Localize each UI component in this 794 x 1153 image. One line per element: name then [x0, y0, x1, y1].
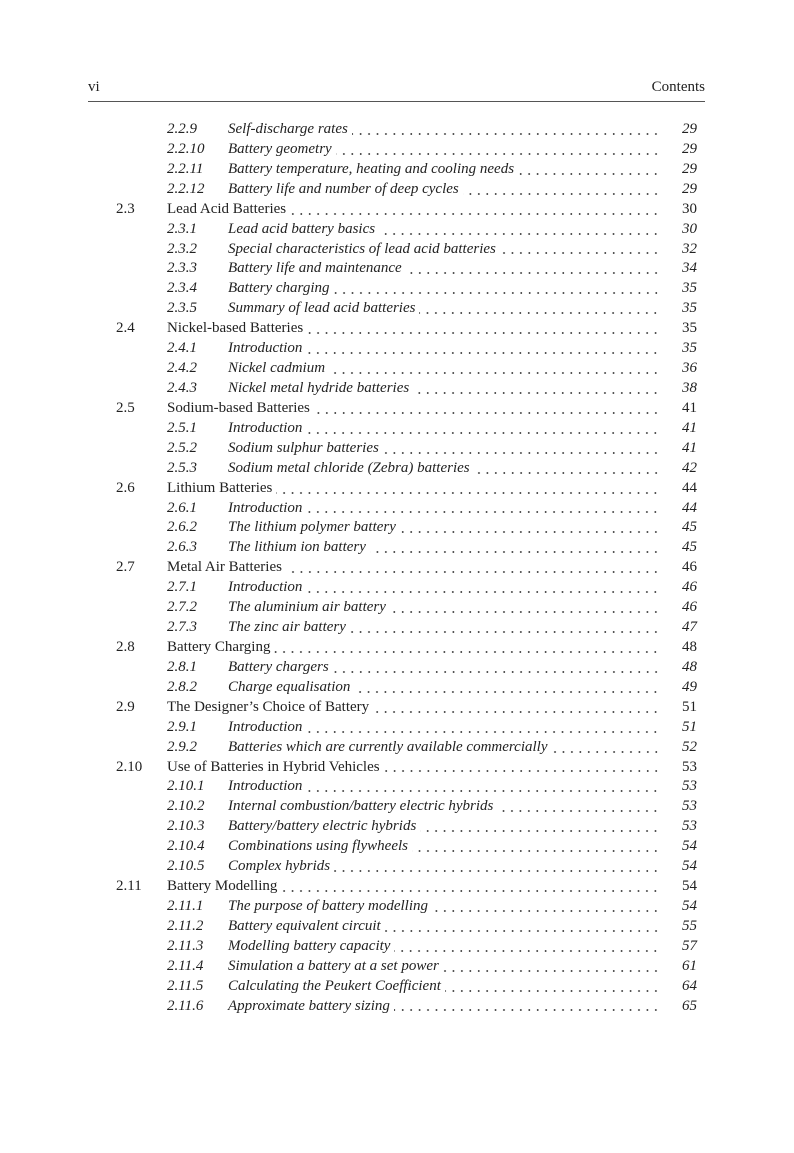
- entry-page: 36: [682, 360, 697, 377]
- entry-page: 32: [682, 240, 697, 257]
- entry-number: 2.2.11: [167, 160, 204, 177]
- entry-title: The lithium ion battery: [228, 538, 370, 558]
- entry-number: 2.4.1: [167, 340, 197, 357]
- dot-leader: [306, 578, 660, 598]
- entry-page: 42: [682, 459, 697, 476]
- dot-leader: [334, 857, 660, 877]
- entry-title: The purpose of battery modelling: [228, 897, 432, 917]
- toc-subsection-entry[interactable]: [0, 518, 794, 538]
- entry-title: Summary of lead acid batteries: [228, 299, 419, 319]
- dot-leader: [306, 499, 660, 519]
- entry-title: Approximate battery sizing: [228, 997, 394, 1017]
- dot-leader: [370, 538, 660, 558]
- dot-leader: [306, 419, 660, 439]
- entry-title: Sodium-based Batteries: [167, 399, 314, 419]
- entry-page: 54: [682, 878, 697, 895]
- toc-subsection-entry[interactable]: [0, 837, 794, 857]
- entry-title: Introduction: [228, 718, 306, 738]
- entry-number: 2.4.2: [167, 360, 197, 377]
- entry-number: 2.9: [116, 698, 135, 715]
- toc-subsection-entry[interactable]: [0, 797, 794, 817]
- entry-number: 2.6.3: [167, 539, 197, 556]
- running-title: Contents: [651, 79, 705, 95]
- entry-number: 2.7.3: [167, 619, 197, 636]
- entry-title: Battery life and maintenance: [228, 259, 406, 279]
- entry-page: 51: [682, 698, 697, 715]
- entry-number: 2.11.6: [167, 997, 204, 1014]
- entry-page: 47: [682, 619, 697, 636]
- dot-leader: [276, 479, 660, 499]
- entry-number: 2.10: [116, 758, 143, 775]
- entry-number: 2.11.5: [167, 977, 204, 994]
- entry-page: 53: [682, 798, 697, 815]
- entry-page: 45: [682, 519, 697, 536]
- toc-section-entry[interactable]: [0, 638, 794, 658]
- entry-number: 2.4: [116, 320, 135, 337]
- entry-number: 2.7.1: [167, 579, 197, 596]
- entry-page: 51: [682, 718, 697, 735]
- dot-leader: [552, 738, 661, 758]
- dot-leader: [306, 777, 660, 797]
- entry-number: 2.11.1: [167, 897, 204, 914]
- entry-title: The zinc air battery: [228, 618, 350, 638]
- toc-subsection-entry[interactable]: [0, 817, 794, 837]
- toc-subsection-entry[interactable]: [0, 917, 794, 937]
- toc-section-entry[interactable]: [0, 758, 794, 778]
- toc-section-entry[interactable]: [0, 399, 794, 419]
- entry-page: 52: [682, 738, 697, 755]
- dot-leader: [432, 897, 660, 917]
- entry-page: 35: [682, 280, 697, 297]
- toc-subsection-entry[interactable]: [0, 180, 794, 200]
- entry-number: 2.2.12: [167, 180, 205, 197]
- entry-number: 2.5: [116, 399, 135, 416]
- entry-title: Battery temperature, heating and cooling needs: [228, 160, 518, 180]
- entry-number: 2.2.9: [167, 121, 197, 137]
- toc-subsection-entry[interactable]: [0, 220, 794, 240]
- entry-title: Batteries which are currently available commercially: [228, 738, 552, 758]
- entry-page: 53: [682, 818, 697, 835]
- dot-leader: [384, 758, 660, 778]
- entry-page: 29: [682, 180, 697, 197]
- entry-number: 2.9.1: [167, 718, 197, 735]
- dot-leader: [333, 658, 660, 678]
- toc-section-entry[interactable]: [0, 558, 794, 578]
- entry-number: 2.11.2: [167, 917, 204, 934]
- table-of-contents: [0, 120, 794, 1016]
- entry-page: 61: [682, 957, 697, 974]
- toc-subsection-entry[interactable]: [0, 120, 794, 140]
- entry-title: Self-discharge rates: [228, 120, 352, 140]
- toc-subsection-entry[interactable]: [0, 897, 794, 917]
- toc-section-entry[interactable]: [0, 877, 794, 897]
- dot-leader: [412, 837, 660, 857]
- entry-title: Battery geometry: [228, 140, 336, 160]
- entry-number: 2.6.1: [167, 499, 197, 516]
- entry-title: Introduction: [228, 419, 306, 439]
- dot-leader: [329, 359, 660, 379]
- dot-leader: [373, 698, 660, 718]
- toc-subsection-entry[interactable]: [0, 339, 794, 359]
- dot-leader: [420, 817, 660, 837]
- entry-number: 2.10.4: [167, 838, 205, 855]
- toc-subsection-entry[interactable]: [0, 738, 794, 758]
- entry-title: Introduction: [228, 499, 306, 519]
- toc-subsection-entry[interactable]: [0, 439, 794, 459]
- entry-page: 35: [682, 340, 697, 357]
- toc-subsection-entry[interactable]: [0, 279, 794, 299]
- dot-leader: [419, 299, 660, 319]
- entry-title: Introduction: [228, 777, 306, 797]
- entry-page: 54: [682, 858, 697, 875]
- entry-page: 53: [682, 778, 697, 795]
- toc-section-entry[interactable]: [0, 479, 794, 499]
- toc-subsection-entry[interactable]: [0, 937, 794, 957]
- entry-title: Special characteristics of lead acid batteries: [228, 240, 500, 260]
- toc-subsection-entry[interactable]: [0, 140, 794, 160]
- dot-leader: [474, 459, 660, 479]
- toc-subsection-entry[interactable]: [0, 359, 794, 379]
- dot-leader: [413, 379, 660, 399]
- entry-number: 2.3: [116, 200, 135, 217]
- entry-page: 65: [682, 997, 697, 1014]
- dot-leader: [463, 180, 660, 200]
- entry-title: The lithium polymer battery: [228, 518, 400, 538]
- entry-title: Battery equivalent circuit: [228, 917, 385, 937]
- dot-leader: [379, 220, 660, 240]
- entry-title: Battery charging: [228, 279, 334, 299]
- entry-title: Lithium Batteries: [167, 479, 276, 499]
- toc-subsection-entry[interactable]: [0, 957, 794, 977]
- entry-title: Nickel cadmium: [228, 359, 329, 379]
- toc-subsection-entry[interactable]: [0, 379, 794, 399]
- entry-page: 48: [682, 658, 697, 675]
- entry-number: 2.9.2: [167, 738, 197, 755]
- dot-leader: [306, 339, 660, 359]
- dot-leader: [352, 120, 660, 140]
- entry-page: 41: [682, 419, 697, 436]
- header-rule: [88, 101, 705, 102]
- entry-page: 41: [682, 439, 697, 456]
- entry-page: 64: [682, 977, 697, 994]
- dot-leader: [394, 997, 660, 1017]
- entry-number: 2.8.1: [167, 658, 197, 675]
- entry-title: Complex hybrids: [228, 857, 334, 877]
- toc-subsection-entry[interactable]: [0, 997, 794, 1017]
- entry-number: 2.3.2: [167, 240, 197, 257]
- dot-leader: [281, 877, 660, 897]
- dot-leader: [307, 319, 660, 339]
- entry-number: 2.7: [116, 559, 135, 576]
- dot-leader: [443, 957, 660, 977]
- entry-page: 41: [682, 399, 697, 416]
- entry-number: 2.10.1: [167, 778, 205, 795]
- entry-number: 2.10.5: [167, 858, 205, 875]
- entry-number: 2.3.4: [167, 280, 197, 297]
- entry-number: 2.11: [116, 878, 142, 895]
- dot-leader: [354, 678, 660, 698]
- toc-subsection-entry[interactable]: [0, 459, 794, 479]
- entry-number: 2.11.3: [167, 937, 204, 954]
- entry-title: Introduction: [228, 339, 306, 359]
- entry-title: Sodium metal chloride (Zebra) batteries: [228, 459, 474, 479]
- entry-page: 46: [682, 559, 697, 576]
- toc-subsection-entry[interactable]: [0, 618, 794, 638]
- toc-section-entry[interactable]: [0, 698, 794, 718]
- entry-number: 2.3.3: [167, 260, 197, 277]
- entry-number: 2.3.1: [167, 220, 197, 237]
- entry-title: Use of Batteries in Hybrid Vehicles: [167, 758, 384, 778]
- toc-subsection-entry[interactable]: [0, 678, 794, 698]
- dot-leader: [306, 718, 660, 738]
- toc-subsection-entry[interactable]: [0, 718, 794, 738]
- entry-page: 29: [682, 140, 697, 157]
- entry-title: Combinations using flywheels: [228, 837, 412, 857]
- entry-title: Lead Acid Batteries: [167, 200, 290, 220]
- toc-subsection-entry[interactable]: [0, 578, 794, 598]
- toc-subsection-entry[interactable]: [0, 857, 794, 877]
- entry-page: 30: [682, 200, 697, 217]
- entry-title: Nickel metal hydride batteries: [228, 379, 413, 399]
- dot-leader: [274, 638, 660, 658]
- entry-number: 2.8: [116, 638, 135, 655]
- entry-page: 44: [682, 479, 697, 496]
- entry-number: 2.2.10: [167, 140, 205, 157]
- entry-title: Battery/battery electric hybrids: [228, 817, 420, 837]
- toc-subsection-entry[interactable]: [0, 777, 794, 797]
- entry-title: Battery Charging: [167, 638, 274, 658]
- toc-section-entry[interactable]: [0, 319, 794, 339]
- dot-leader: [400, 518, 660, 538]
- entry-number: 2.6.2: [167, 519, 197, 536]
- dot-leader: [406, 259, 660, 279]
- entry-page: 30: [682, 220, 697, 237]
- entry-number: 2.4.3: [167, 379, 197, 396]
- dot-leader: [500, 240, 660, 260]
- entry-page: 49: [682, 678, 697, 695]
- entry-number: 2.8.2: [167, 678, 197, 695]
- entry-title: Introduction: [228, 578, 306, 598]
- dot-leader: [290, 200, 660, 220]
- dot-leader: [445, 977, 660, 997]
- entry-title: Battery Modelling: [167, 877, 281, 897]
- dot-leader: [336, 140, 660, 160]
- dot-leader: [286, 558, 660, 578]
- toc-subsection-entry[interactable]: [0, 658, 794, 678]
- dot-leader: [350, 618, 660, 638]
- entry-page: 29: [682, 121, 697, 137]
- toc-subsection-entry[interactable]: [0, 259, 794, 279]
- entry-number: 2.5.3: [167, 459, 197, 476]
- entry-title: Simulation a battery at a set power: [228, 957, 443, 977]
- toc-subsection-entry[interactable]: [0, 419, 794, 439]
- entry-page: 45: [682, 539, 697, 556]
- entry-page: 35: [682, 300, 697, 317]
- toc-subsection-entry[interactable]: [0, 977, 794, 997]
- entry-title: Battery life and number of deep cycles: [228, 180, 463, 200]
- entry-page: 55: [682, 917, 697, 934]
- entry-title: Internal combustion/battery electric hybrids: [228, 797, 497, 817]
- entry-number: 2.10.2: [167, 798, 205, 815]
- entry-title: The aluminium air battery: [228, 598, 390, 618]
- toc-section-entry[interactable]: [0, 200, 794, 220]
- entry-number: 2.7.2: [167, 599, 197, 616]
- entry-title: Charge equalisation: [228, 678, 354, 698]
- entry-title: Calculating the Peukert Coefficient: [228, 977, 445, 997]
- toc-subsection-entry[interactable]: [0, 538, 794, 558]
- entry-page: 35: [682, 320, 697, 337]
- entry-page: 54: [682, 897, 697, 914]
- entry-number: 2.10.3: [167, 818, 205, 835]
- toc-subsection-entry[interactable]: [0, 160, 794, 180]
- dot-leader: [394, 937, 660, 957]
- entry-page: 54: [682, 838, 697, 855]
- entry-number: 2.5.1: [167, 419, 197, 436]
- toc-subsection-entry[interactable]: [0, 598, 794, 618]
- entry-page: 46: [682, 579, 697, 596]
- entry-title: Metal Air Batteries: [167, 558, 286, 578]
- entry-title: The Designer’s Choice of Battery: [167, 698, 373, 718]
- entry-title: Modelling battery capacity: [228, 937, 394, 957]
- dot-leader: [385, 917, 660, 937]
- entry-title: Battery chargers: [228, 658, 333, 678]
- toc-subsection-entry[interactable]: [0, 240, 794, 260]
- entry-page: 29: [682, 160, 697, 177]
- dot-leader: [518, 160, 660, 180]
- toc-subsection-entry[interactable]: [0, 299, 794, 319]
- toc-subsection-entry[interactable]: [0, 499, 794, 519]
- dot-leader: [383, 439, 660, 459]
- page-number: vi: [88, 79, 100, 95]
- entry-page: 46: [682, 599, 697, 616]
- dot-leader: [314, 399, 660, 419]
- entry-number: 2.3.5: [167, 300, 197, 317]
- dot-leader: [334, 279, 660, 299]
- dot-leader: [390, 598, 660, 618]
- entry-page: 44: [682, 499, 697, 516]
- entry-title: Nickel-based Batteries: [167, 319, 307, 339]
- entry-number: 2.11.4: [167, 957, 204, 974]
- entry-page: 34: [682, 260, 697, 277]
- entry-title: Sodium sulphur batteries: [228, 439, 383, 459]
- entry-page: 57: [682, 937, 697, 954]
- entry-number: 2.5.2: [167, 439, 197, 456]
- entry-number: 2.6: [116, 479, 135, 496]
- entry-page: 38: [682, 379, 697, 396]
- dot-leader: [497, 797, 660, 817]
- entry-page: 48: [682, 638, 697, 655]
- entry-page: 53: [682, 758, 697, 775]
- entry-title: Lead acid battery basics: [228, 220, 379, 240]
